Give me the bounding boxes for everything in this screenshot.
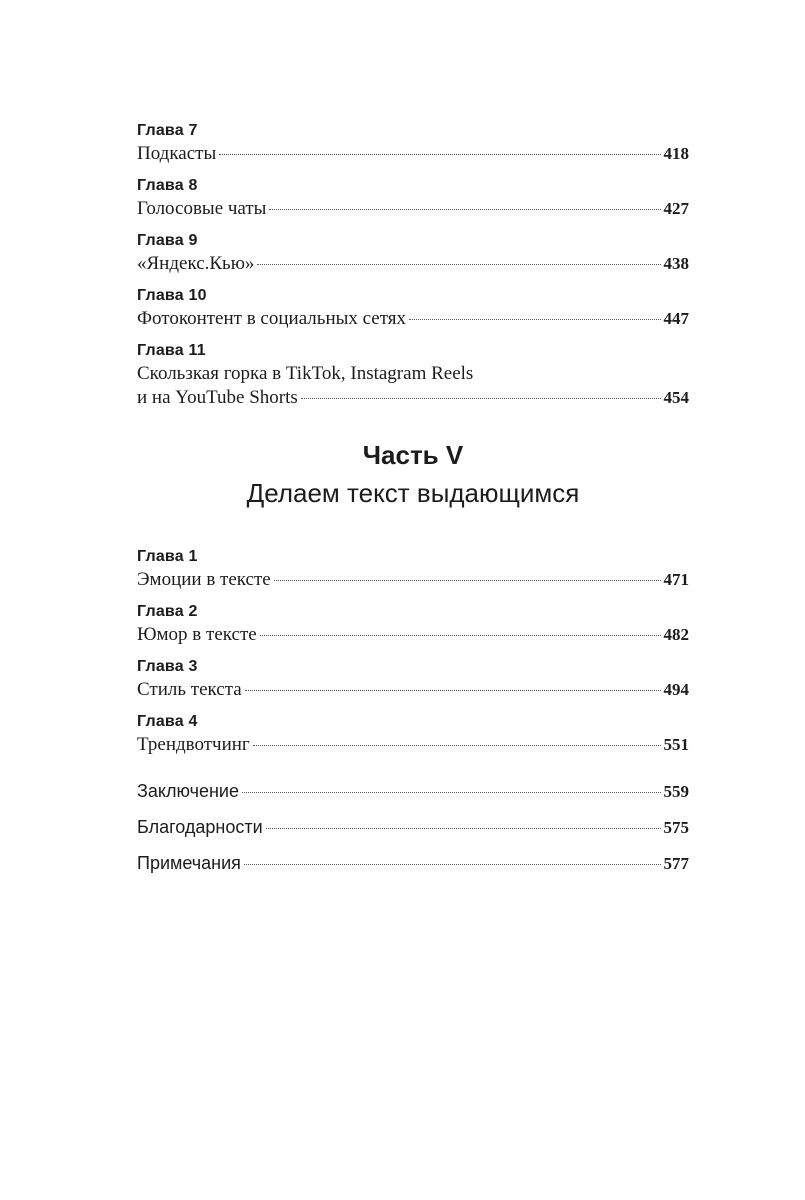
toc-entry: [137, 252, 689, 276]
toc-entry: [137, 678, 689, 702]
dot-leader: [301, 398, 661, 399]
page-number: 438: [663, 254, 689, 273]
toc-entry: [137, 197, 689, 221]
page-number: 559: [663, 782, 689, 801]
page-number: 551: [663, 735, 689, 754]
section-title: Примечания: [137, 853, 241, 873]
page-number: 447: [663, 309, 689, 328]
toc-entry: [137, 568, 689, 592]
chapter-title-line-2: и на YouTube Shorts: [137, 387, 298, 408]
dot-leader: [269, 209, 660, 210]
toc-chapter-8: [137, 175, 689, 221]
dot-leader: [242, 792, 661, 793]
toc-entry: [137, 142, 689, 166]
chapter-title: Эмоции в тексте: [137, 569, 271, 590]
dot-leader: [257, 264, 660, 265]
page-number: 482: [663, 625, 689, 644]
chapter-label: Глава 11: [137, 342, 206, 359]
page-number: 494: [663, 680, 689, 699]
chapter-title: Трендвотчинг: [137, 734, 250, 755]
chapter-label: Глава 10: [137, 287, 207, 304]
dot-leader: [244, 864, 661, 865]
back-matter: [137, 779, 689, 876]
chapter-label: Глава 2: [137, 603, 198, 620]
chapter-title-line-1: Скользкая горка в TikTok, Instagram Reels: [137, 363, 474, 384]
dot-leader: [253, 745, 661, 746]
toc-part5-chapter-2: [137, 601, 689, 647]
dot-leader: [409, 319, 660, 320]
toc-entry: [137, 733, 689, 757]
toc-entry: [137, 307, 689, 331]
toc-chapter-11: [137, 340, 689, 410]
toc-notes: [137, 851, 689, 876]
chapter-label: Глава 8: [137, 177, 198, 194]
table-of-contents: [137, 120, 689, 887]
chapter-title: Стиль текста: [137, 679, 242, 700]
chapter-label: Глава 1: [137, 548, 198, 565]
section-title: Заключение: [137, 781, 239, 801]
chapter-title: Фотоконтент в социальных сетях: [137, 308, 407, 329]
toc-conclusion: [137, 779, 689, 804]
toc-acknowledgements: [137, 815, 689, 840]
page-number: 418: [663, 144, 689, 163]
toc-entry: [137, 386, 689, 410]
section-title: Благодарности: [137, 817, 263, 837]
chapter-title: «Яндекс.Кью»: [137, 253, 255, 274]
chapter-label: Глава 3: [137, 658, 198, 675]
page-number: 471: [663, 570, 689, 589]
chapter-label: Глава 4: [137, 713, 198, 730]
page-number: 427: [663, 199, 689, 218]
chapter-label: Глава 7: [137, 122, 198, 139]
dot-leader: [266, 828, 661, 829]
toc-entry: [137, 623, 689, 647]
chapter-title: Подкасты: [137, 143, 217, 164]
toc-part5-chapter-1: [137, 546, 689, 592]
chapter-title: Голосовые чаты: [137, 198, 267, 219]
dot-leader: [260, 635, 661, 636]
page-number: 575: [663, 818, 689, 837]
toc-chapter-9: [137, 230, 689, 276]
dot-leader: [219, 154, 660, 155]
page-number: 577: [663, 854, 689, 873]
toc-chapter-7: [137, 120, 689, 166]
part-title: Делаем текст выдающимся: [246, 478, 580, 508]
dot-leader: [245, 690, 661, 691]
toc-part5-chapter-3: [137, 656, 689, 702]
page-number: 454: [663, 388, 689, 407]
chapter-title: Юмор в тексте: [137, 624, 257, 645]
part-number: Часть V: [362, 440, 464, 470]
part-header: [137, 438, 689, 510]
toc-part5-chapter-4: [137, 711, 689, 757]
chapter-label: Глава 9: [137, 232, 198, 249]
dot-leader: [274, 580, 661, 581]
toc-chapter-10: [137, 285, 689, 331]
